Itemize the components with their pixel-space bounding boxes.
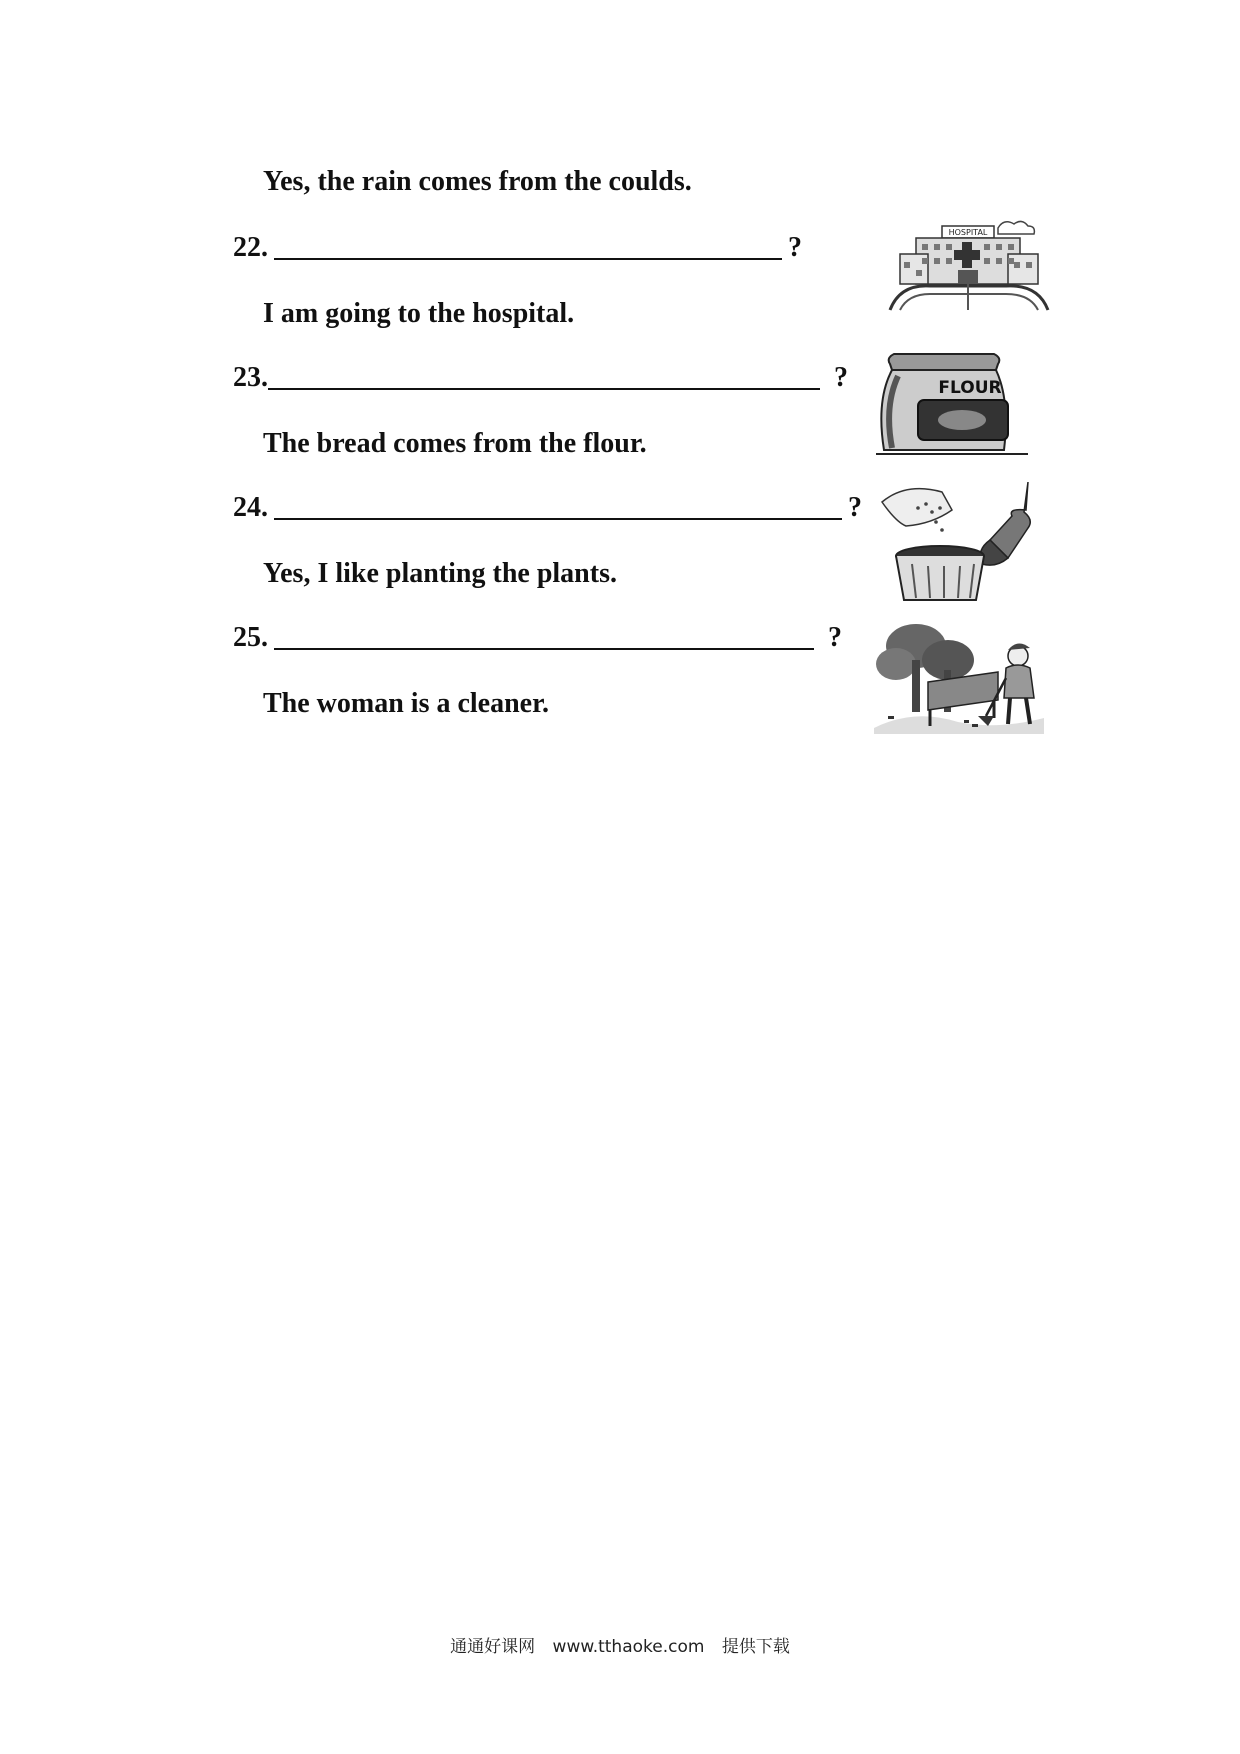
answer-blank[interactable] xyxy=(274,496,842,520)
answer-line-25: The woman is a cleaner. xyxy=(263,688,549,719)
answer-blank[interactable] xyxy=(268,366,820,390)
question-number: 25. xyxy=(233,622,268,653)
answer-line-24: Yes, I like planting the plants. xyxy=(263,558,617,589)
footer-url[interactable]: www.tthaoke.com xyxy=(552,1637,705,1657)
flour-label-text: FLOUR xyxy=(938,378,1002,398)
question-number: 24. xyxy=(233,492,268,523)
footer-suffix: 提供下载 xyxy=(721,1637,790,1657)
planting-seeds-icon xyxy=(878,482,1044,602)
page-footer xyxy=(0,1632,1240,1657)
hospital-building-icon xyxy=(886,214,1052,314)
question-mark: ? xyxy=(848,492,862,523)
question-25-row xyxy=(233,622,842,654)
question-22-row xyxy=(233,232,802,264)
footer-brand: 通通好课网 xyxy=(450,1637,536,1657)
question-mark: ? xyxy=(834,362,848,393)
flour-bag-icon xyxy=(872,350,1032,460)
hospital-sign-text: HOSPITAL xyxy=(948,228,988,237)
answer-line-22: I am going to the hospital. xyxy=(263,298,575,329)
answer-blank[interactable] xyxy=(274,236,782,260)
question-mark: ? xyxy=(788,232,802,263)
question-number: 23. xyxy=(233,362,268,393)
answer-line-23: The bread comes from the flour. xyxy=(263,428,647,459)
cleaner-park-icon xyxy=(868,620,1048,735)
question-24-row xyxy=(233,492,862,524)
question-mark: ? xyxy=(828,622,842,653)
question-number: 22. xyxy=(233,232,268,263)
question-23-row xyxy=(233,362,848,394)
answer-line-21: Yes, the rain comes from the coulds. xyxy=(263,166,692,197)
answer-blank[interactable] xyxy=(274,626,814,650)
